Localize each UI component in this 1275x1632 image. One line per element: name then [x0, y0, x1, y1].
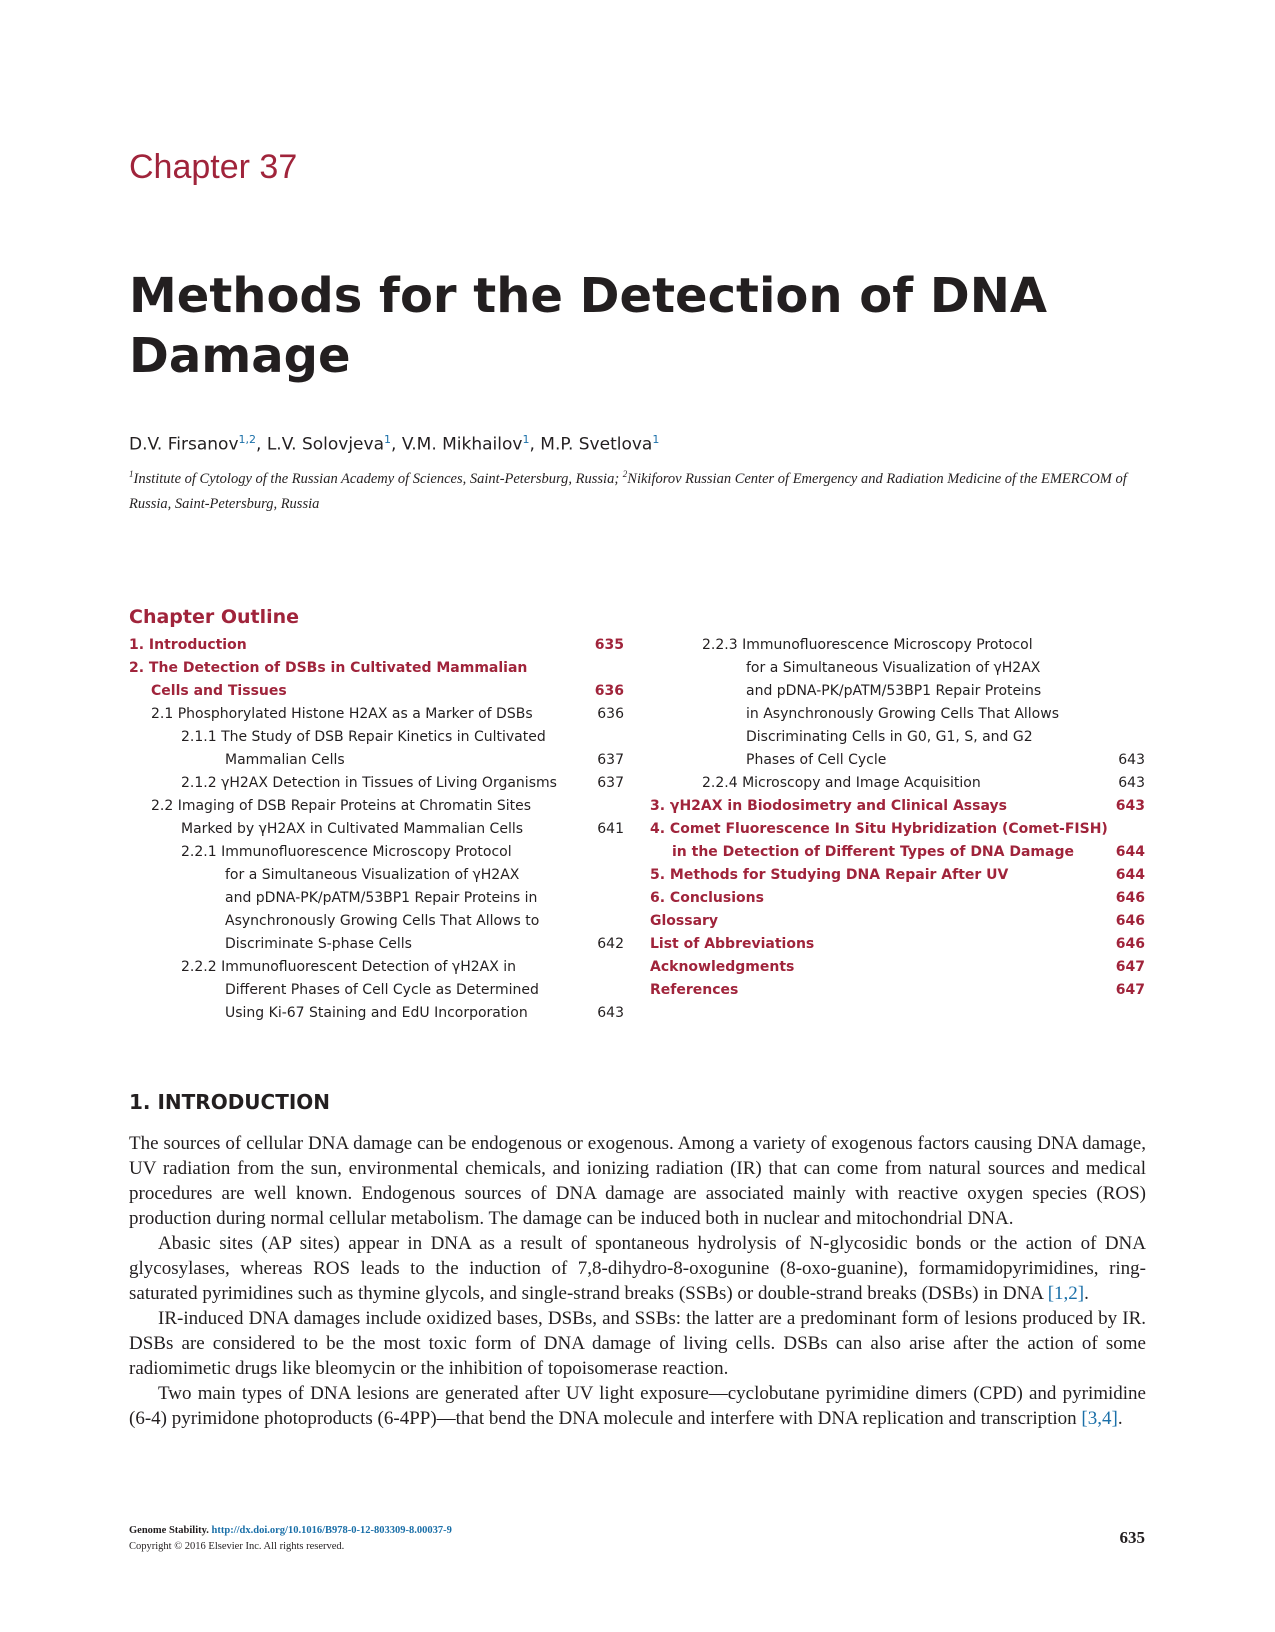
toc-entry-page: 636 — [597, 706, 624, 722]
footer-copyright: Copyright © 2016 Elsevier Inc. All rights reserved. — [129, 1541, 345, 1552]
toc-entry-title: 2.2.4 Microscopy and Image Acquisition — [702, 775, 981, 791]
toc-entry[interactable] — [129, 1002, 624, 1025]
toc-entry-title: Glossary — [650, 913, 719, 929]
toc-entry[interactable] — [650, 749, 1145, 772]
toc-entry-title: in Asynchronously Growing Cells That Allows — [746, 706, 1059, 722]
toc-entry-title: 2.2.1 Immunofluorescence Microscopy Protocol — [181, 844, 512, 860]
toc-entry[interactable] — [650, 795, 1145, 818]
toc-column-right — [650, 634, 1145, 1002]
toc-entry[interactable] — [129, 818, 624, 841]
author: L.V. Solovjeva — [266, 434, 384, 455]
toc-entry-title: Discriminating Cells in G0, G1, S, and G2 — [746, 729, 1033, 745]
toc-entry[interactable] — [129, 680, 624, 703]
author: V.M. Mikhailov — [401, 434, 523, 455]
affiliation-text: Nikiforov Russian Center of Emergency and Radiation Medicine of the EMERCOM of Russia, Saint-Petersburg, Russia — [129, 470, 1127, 512]
toc-entry-title: Cells and Tissues — [151, 683, 287, 699]
toc-entry-title: for a Simultaneous Visualization of γH2AX — [746, 660, 1041, 676]
toc-entry-title: Phases of Cell Cycle — [746, 752, 887, 768]
toc-entry[interactable] — [650, 726, 1145, 749]
affiliation-text: Institute of Cytology of the Russian Academy of Sciences, Saint-Petersburg, Russia; — [133, 470, 623, 487]
toc-column-left — [129, 634, 624, 1025]
toc-entry-page: 643 — [1118, 752, 1145, 768]
affiliation-marker: 1 — [129, 469, 134, 479]
toc-entry[interactable] — [650, 657, 1145, 680]
toc-entry[interactable] — [650, 979, 1145, 1002]
toc-entry-title: 2.1.1 The Study of DSB Repair Kinetics in Cultivated — [181, 729, 546, 745]
author-affiliation-marker[interactable]: 1 — [522, 433, 530, 446]
toc-entry-title: List of Abbreviations — [650, 936, 815, 952]
toc-entry-page: 647 — [1115, 982, 1145, 998]
toc-entry-title: 2.1.2 γH2AX Detection in Tissues of Living Organisms — [181, 775, 557, 791]
affiliation-marker: 2 — [622, 469, 628, 479]
toc-entry[interactable] — [129, 956, 624, 979]
toc-entry[interactable] — [129, 841, 624, 864]
footer-journal — [129, 1525, 452, 1536]
toc-entry-title: Asynchronously Growing Cells That Allows to — [225, 913, 540, 929]
toc-entry-title: 2. The Detection of DSBs in Cultivated Mammalian — [129, 660, 528, 676]
page-number: 635 — [1119, 1528, 1145, 1547]
citation-link[interactable]: [1,2] — [1047, 1283, 1085, 1304]
toc-entry[interactable] — [650, 933, 1145, 956]
toc-entry[interactable] — [129, 979, 624, 1002]
paragraph: Two main types of DNA lesions are generated after UV light exposure—cyclobutane pyrimidine dimers (CPD) and pyrimidine (6-4) pyrimidone photoproducts (6-4PP)—that bend the DNA molecule and interfere with DNA replication and transcription [3,4]. — [129, 1383, 1146, 1429]
toc-entry-title: Acknowledgments — [650, 959, 795, 975]
introduction-body — [129, 1131, 1146, 1431]
paragraph: IR-induced DNA damages include oxidized bases, DSBs, and SSBs: the latter are a predominant form of lesions produced by IR. DSBs are considered to be the most toxic form of DNA damage of living cells. DSBs can also arise after the action of some radiomimetic drugs like bleomycin or the inhibition of topoisomerase reaction. — [129, 1308, 1146, 1379]
toc-entry[interactable] — [129, 749, 624, 772]
toc-entry-page: 644 — [1115, 844, 1145, 860]
toc-entry[interactable] — [129, 634, 624, 657]
toc-entry-title: 5. Methods for Studying DNA Repair After UV — [650, 867, 1009, 883]
toc-entry[interactable] — [129, 887, 624, 910]
paragraph: The sources of cellular DNA damage can be endogenous or exogenous. Among a variety of exogenous factors causing DNA damage, UV radiation from the sun, environmental chemicals, and ionizing radiation (IR) that can come from natural sources and medical procedures are well known. Endogenous sources of DNA damage are associated mainly with reactive oxygen species (ROS) production during normal cellular metabolism. The damage can be induced both in nuclear and mitochondrial DNA. — [129, 1133, 1146, 1229]
toc-entry[interactable] — [129, 864, 624, 887]
toc-entry-title: Different Phases of Cell Cycle as Determined — [225, 982, 539, 998]
toc-entry[interactable] — [129, 657, 624, 680]
toc-entry-title: 6. Conclusions — [650, 890, 764, 906]
toc-entry-title: Marked by γH2AX in Cultivated Mammalian Cells — [181, 821, 524, 837]
author: D.V. Firsanov — [129, 434, 239, 455]
toc-entry-page: 643 — [597, 1005, 624, 1021]
toc-entry[interactable] — [650, 910, 1145, 933]
toc-entry-title: in the Detection of Different Types of DNA Damage — [672, 844, 1074, 860]
toc-entry[interactable] — [650, 703, 1145, 726]
toc-entry-page: 641 — [597, 821, 624, 837]
journal-name: Genome Stability. — [129, 1525, 209, 1536]
toc-entry[interactable] — [129, 772, 624, 795]
author-affiliation-marker[interactable]: 1,2 — [238, 433, 257, 446]
citation-link[interactable]: [3,4] — [1081, 1408, 1118, 1429]
title-line-2: Damage — [129, 328, 351, 384]
toc-entry-page: 642 — [597, 936, 624, 952]
toc-entry[interactable] — [650, 841, 1145, 864]
toc-entry-title: 2.2.2 Immunofluorescent Detection of γH2AX in — [181, 959, 517, 975]
toc-entry-page: 636 — [594, 683, 624, 699]
toc-entry[interactable] — [129, 795, 624, 818]
toc-entry-title: and pDNA-PK/pATM/53BP1 Repair Proteins in — [225, 890, 538, 906]
toc-entry[interactable] — [650, 818, 1145, 841]
toc-entry-title: Mammalian Cells — [225, 752, 345, 768]
affiliations — [129, 462, 1149, 517]
toc-entry-title: for a Simultaneous Visualization of γH2AX — [225, 867, 520, 883]
toc-entry-page: 644 — [1115, 867, 1145, 883]
toc-entry[interactable] — [129, 933, 624, 956]
toc-entry-page: 637 — [597, 752, 624, 768]
author-affiliation-marker[interactable]: 1 — [652, 433, 660, 446]
toc-entry-title: and pDNA-PK/pATM/53BP1 Repair Proteins — [746, 683, 1042, 699]
doi-link[interactable]: http://dx.doi.org/10.1016/B978-0-12-803309-8.00037-9 — [211, 1525, 452, 1536]
toc-entry-page: 643 — [1118, 775, 1145, 791]
author-list: D.V. Firsanov$^{1,2}$, L.V. Solovjeva$^1$, V.M. Mikhailov$^1$, M.P. Svetlova$^1$ — [129, 433, 660, 455]
section-heading-introduction: 1. INTRODUCTION — [129, 1090, 331, 1114]
author-affiliation-marker[interactable]: 1 — [384, 433, 391, 446]
toc-entry[interactable] — [650, 680, 1145, 703]
toc-entry-page: 646 — [1115, 890, 1145, 906]
chapter-label: Chapter 37 — [129, 148, 298, 186]
toc-entry[interactable] — [129, 910, 624, 933]
toc-entry[interactable] — [650, 634, 1145, 657]
toc-entry-page: 635 — [594, 637, 624, 653]
toc-entry-page: 646 — [1115, 913, 1145, 929]
toc-entry-title: 3. γH2AX in Biodosimetry and Clinical Assays — [650, 798, 1007, 814]
toc-entry[interactable] — [650, 864, 1145, 887]
title-line-1: Methods for the Detection of DNA — [129, 268, 1048, 324]
toc-entry-title: References — [650, 982, 739, 998]
toc-entry-title: 4. Comet Fluorescence In Situ Hybridization (Comet-FISH) — [650, 821, 1108, 837]
toc-entry-page: 637 — [597, 775, 624, 791]
chapter-title — [129, 266, 1149, 386]
toc-entry-title: Using Ki-67 Staining and EdU Incorporation — [225, 1005, 528, 1021]
toc-entry-title: 2.1 Phosphorylated Histone H2AX as a Marker of DSBs — [151, 706, 533, 722]
toc-entry[interactable] — [129, 726, 624, 749]
toc-entry[interactable] — [129, 703, 624, 726]
toc-entry-page: 646 — [1115, 936, 1145, 952]
toc-entry[interactable] — [650, 956, 1145, 979]
toc-entry[interactable] — [650, 772, 1145, 795]
toc-entry-title: Discriminate S-phase Cells — [225, 936, 412, 952]
toc-entry[interactable] — [650, 887, 1145, 910]
toc-entry-page: 647 — [1115, 959, 1145, 975]
author: M.P. Svetlova — [540, 434, 653, 455]
toc-entry-title: 2.2.3 Immunofluorescence Microscopy Protocol — [702, 637, 1033, 653]
toc-entry-title: 1. Introduction — [129, 637, 247, 653]
toc-entry-title: 2.2 Imaging of DSB Repair Proteins at Chromatin Sites — [151, 798, 532, 814]
paragraph: Abasic sites (AP sites) appear in DNA as a result of spontaneous hydrolysis of N-glycosidic bonds or the action of DNA glycosylases, whereas ROS leads to the induction of 7,8-dihydro-8-oxogunine (8-oxo-guanine), formamidopyrimidines, ring-saturated pyrimidines such as thymine glycols, and single-strand breaks (SSBs) or double-strand breaks (DSBs) in DNA [1,2]. — [129, 1233, 1146, 1304]
chapter-outline-title: Chapter Outline — [129, 606, 300, 628]
toc-entry-page: 643 — [1115, 798, 1145, 814]
